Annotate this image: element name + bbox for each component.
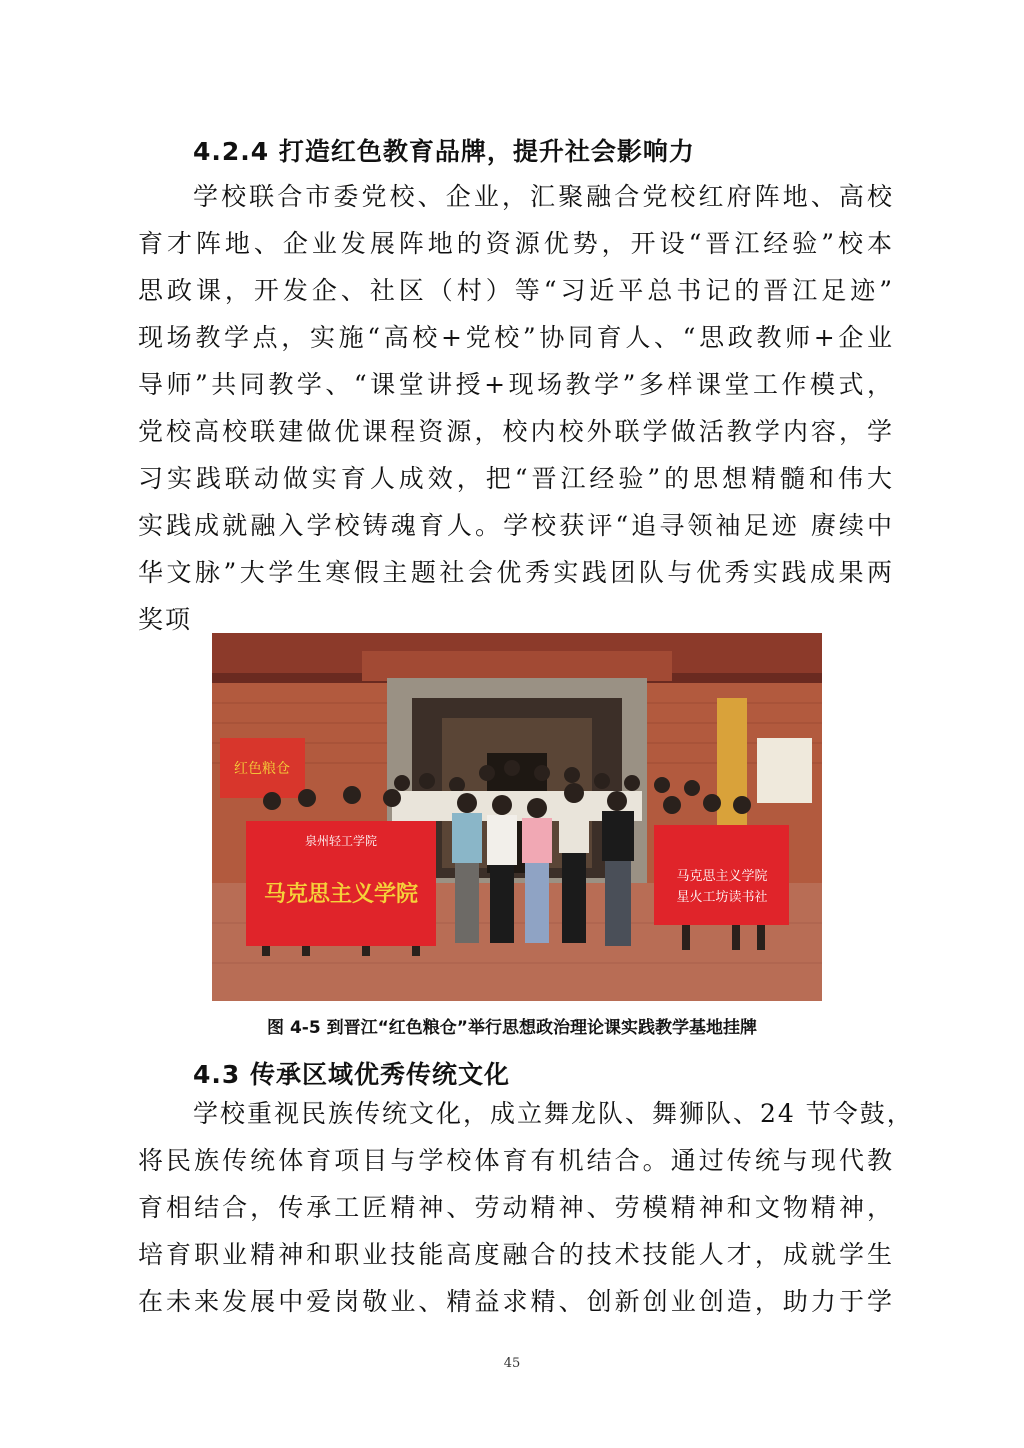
paragraph-line: 学校重视民族传统文化，成立舞龙队、舞狮队、24 节令鼓， [193,1099,914,1128]
paragraph-line: 育相结合，传承工匠精神、劳动精神、劳模精神和文物精神， [138,1193,894,1222]
paragraph-line: 华文脉”大学生寒假主题社会优秀实践团队与优秀实践成果两 [138,558,894,587]
paragraph-line: 培育职业精神和职业技能高度融合的技术技能人才，成就学生 [138,1240,894,1269]
paragraph-line: 习实践联动做实育人成效，把“晋江经验”的思想精髓和伟大 [138,464,894,493]
section-4-2-4-body [138,173,894,643]
paragraph-line: 思政课，开发企、社区（村）等“习近平总书记的晋江足迹” [138,276,894,305]
banner-left-top: 泉州轻工学院 [304,834,378,848]
plaque-text: 红色粮仓 [234,761,290,777]
section-heading-4-2-4: 4.2.4 打造红色教育品牌，提升社会影响力 [193,137,695,166]
group-photo-illustration [212,633,822,1001]
paragraph-line: 现场教学点，实施“高校+党校”协同育人、“思政教师+企业 [138,323,894,352]
banner-left-main: 马克思主义学院 [263,881,419,907]
banner-right-top: 马克思主义学院 [676,869,768,884]
paragraph-line: 将民族传统体育项目与学校体育有机结合。通过传统与现代教 [138,1146,894,1175]
banner-right-main: 星火工坊读书社 [676,890,768,905]
paragraph-line: 党校高校联建做优课程资源，校内校外联学做活教学内容，学 [138,417,894,446]
figure-caption: 图 4-5 到晋江“红色粮仓”举行思想政治理论课实践教学基地挂牌 [267,1018,757,1038]
section-4-3-body [138,1090,914,1325]
paragraph-line: 在未来发展中爱岗敬业、精益求精、创新创业创造，助力于学 [138,1287,894,1316]
paragraph-line: 育才阵地、企业发展阵地的资源优势，开设“晋江经验”校本 [138,229,894,258]
paragraph-line: 学校联合市委党校、企业，汇聚融合党校红府阵地、高校 [193,182,894,211]
page-number: 45 [503,1356,521,1371]
paragraph-line: 奖项 [138,605,193,634]
paragraph-line: 导师”共同教学、“课堂讲授+现场教学”多样课堂工作模式， [138,370,894,399]
paragraph-line: 实践成就融入学校铸魂育人。学校获评“追寻领袖足迹 赓续中 [138,511,894,540]
section-heading-4-3: 4.3 传承区域优秀传统文化 [193,1060,510,1089]
group-photo [212,633,822,1001]
